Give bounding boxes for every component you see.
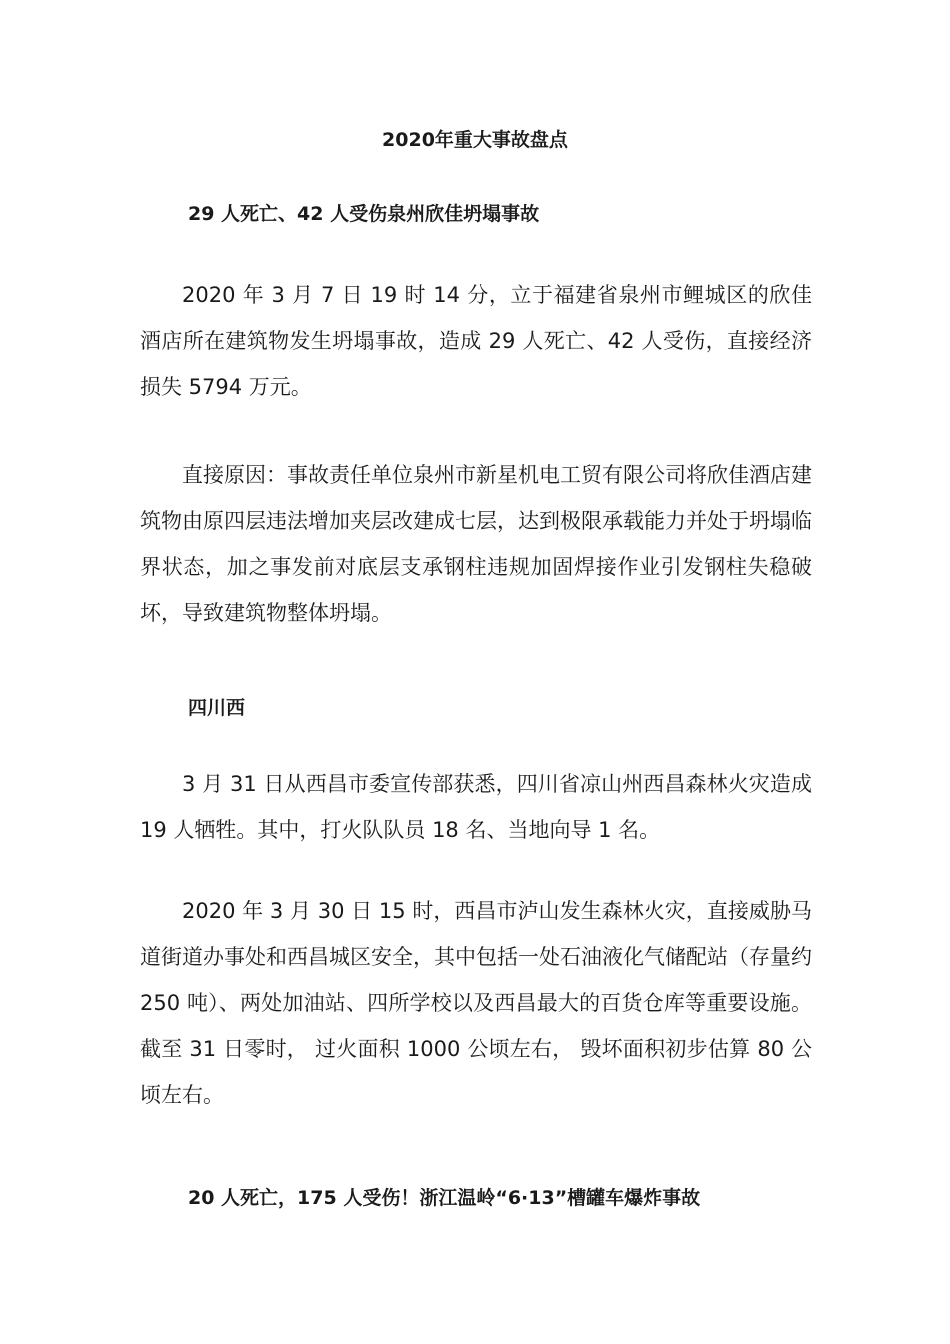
paragraph-quanzhou-cause: 直接原因：事故责任单位泉州市新星机电工贸有限公司将欣佳酒店建筑物由原四层违法增加夹层改建成七层，达到极限承载能力并处于坍塌临界状态，加之事发前对底层支承钢柱违规加固焊接作业引发钢柱失稳破坏，导致建筑物整体坍塌。 xyxy=(140,463,812,625)
paragraph-quanzhou-summary: 2020 年 3 月 7 日 19 时 14 分，立于福建省泉州市鲤城区的欣佳酒店所在建筑物发生坍塌事故，造成 29 人死亡、42 人受伤，直接经济损失 5794 万元。 xyxy=(140,283,812,399)
paragraph-xichang-casualties: 3 月 31 日从西昌市委宣传部获悉，四川省凉山州西昌森林火灾造成 19 人牺牲。其中，打火队队员 18 名、当地向导 1 名。 xyxy=(140,772,812,842)
paragraph-xichang-fire-details: 2020 年 3 月 30 日 15 时，西昌市泸山发生森林火灾，直接威胁马道街道办事处和西昌城区安全，其中包括一处石油液化气储配站（存量约 250 吨）、两处加油站、四所学校以及西昌最大的百货仓库等重要设施。截至 31 日零时， 过火面积 1000 公顷左右， 毁坏面积初步估算 80 公顷左右。 xyxy=(140,899,812,1107)
section-heading-sichuan: 四川西 xyxy=(188,697,246,719)
section-heading-wenling-explosion: 20 人死亡，175 人受伤！浙江温岭“6·13”槽罐车爆炸事故 xyxy=(188,1187,701,1209)
document-title: 2020年重大事故盘点 xyxy=(382,129,568,151)
section-heading-quanzhou-collapse: 29 人死亡、42 人受伤泉州欣佳坍塌事故 xyxy=(188,203,540,225)
